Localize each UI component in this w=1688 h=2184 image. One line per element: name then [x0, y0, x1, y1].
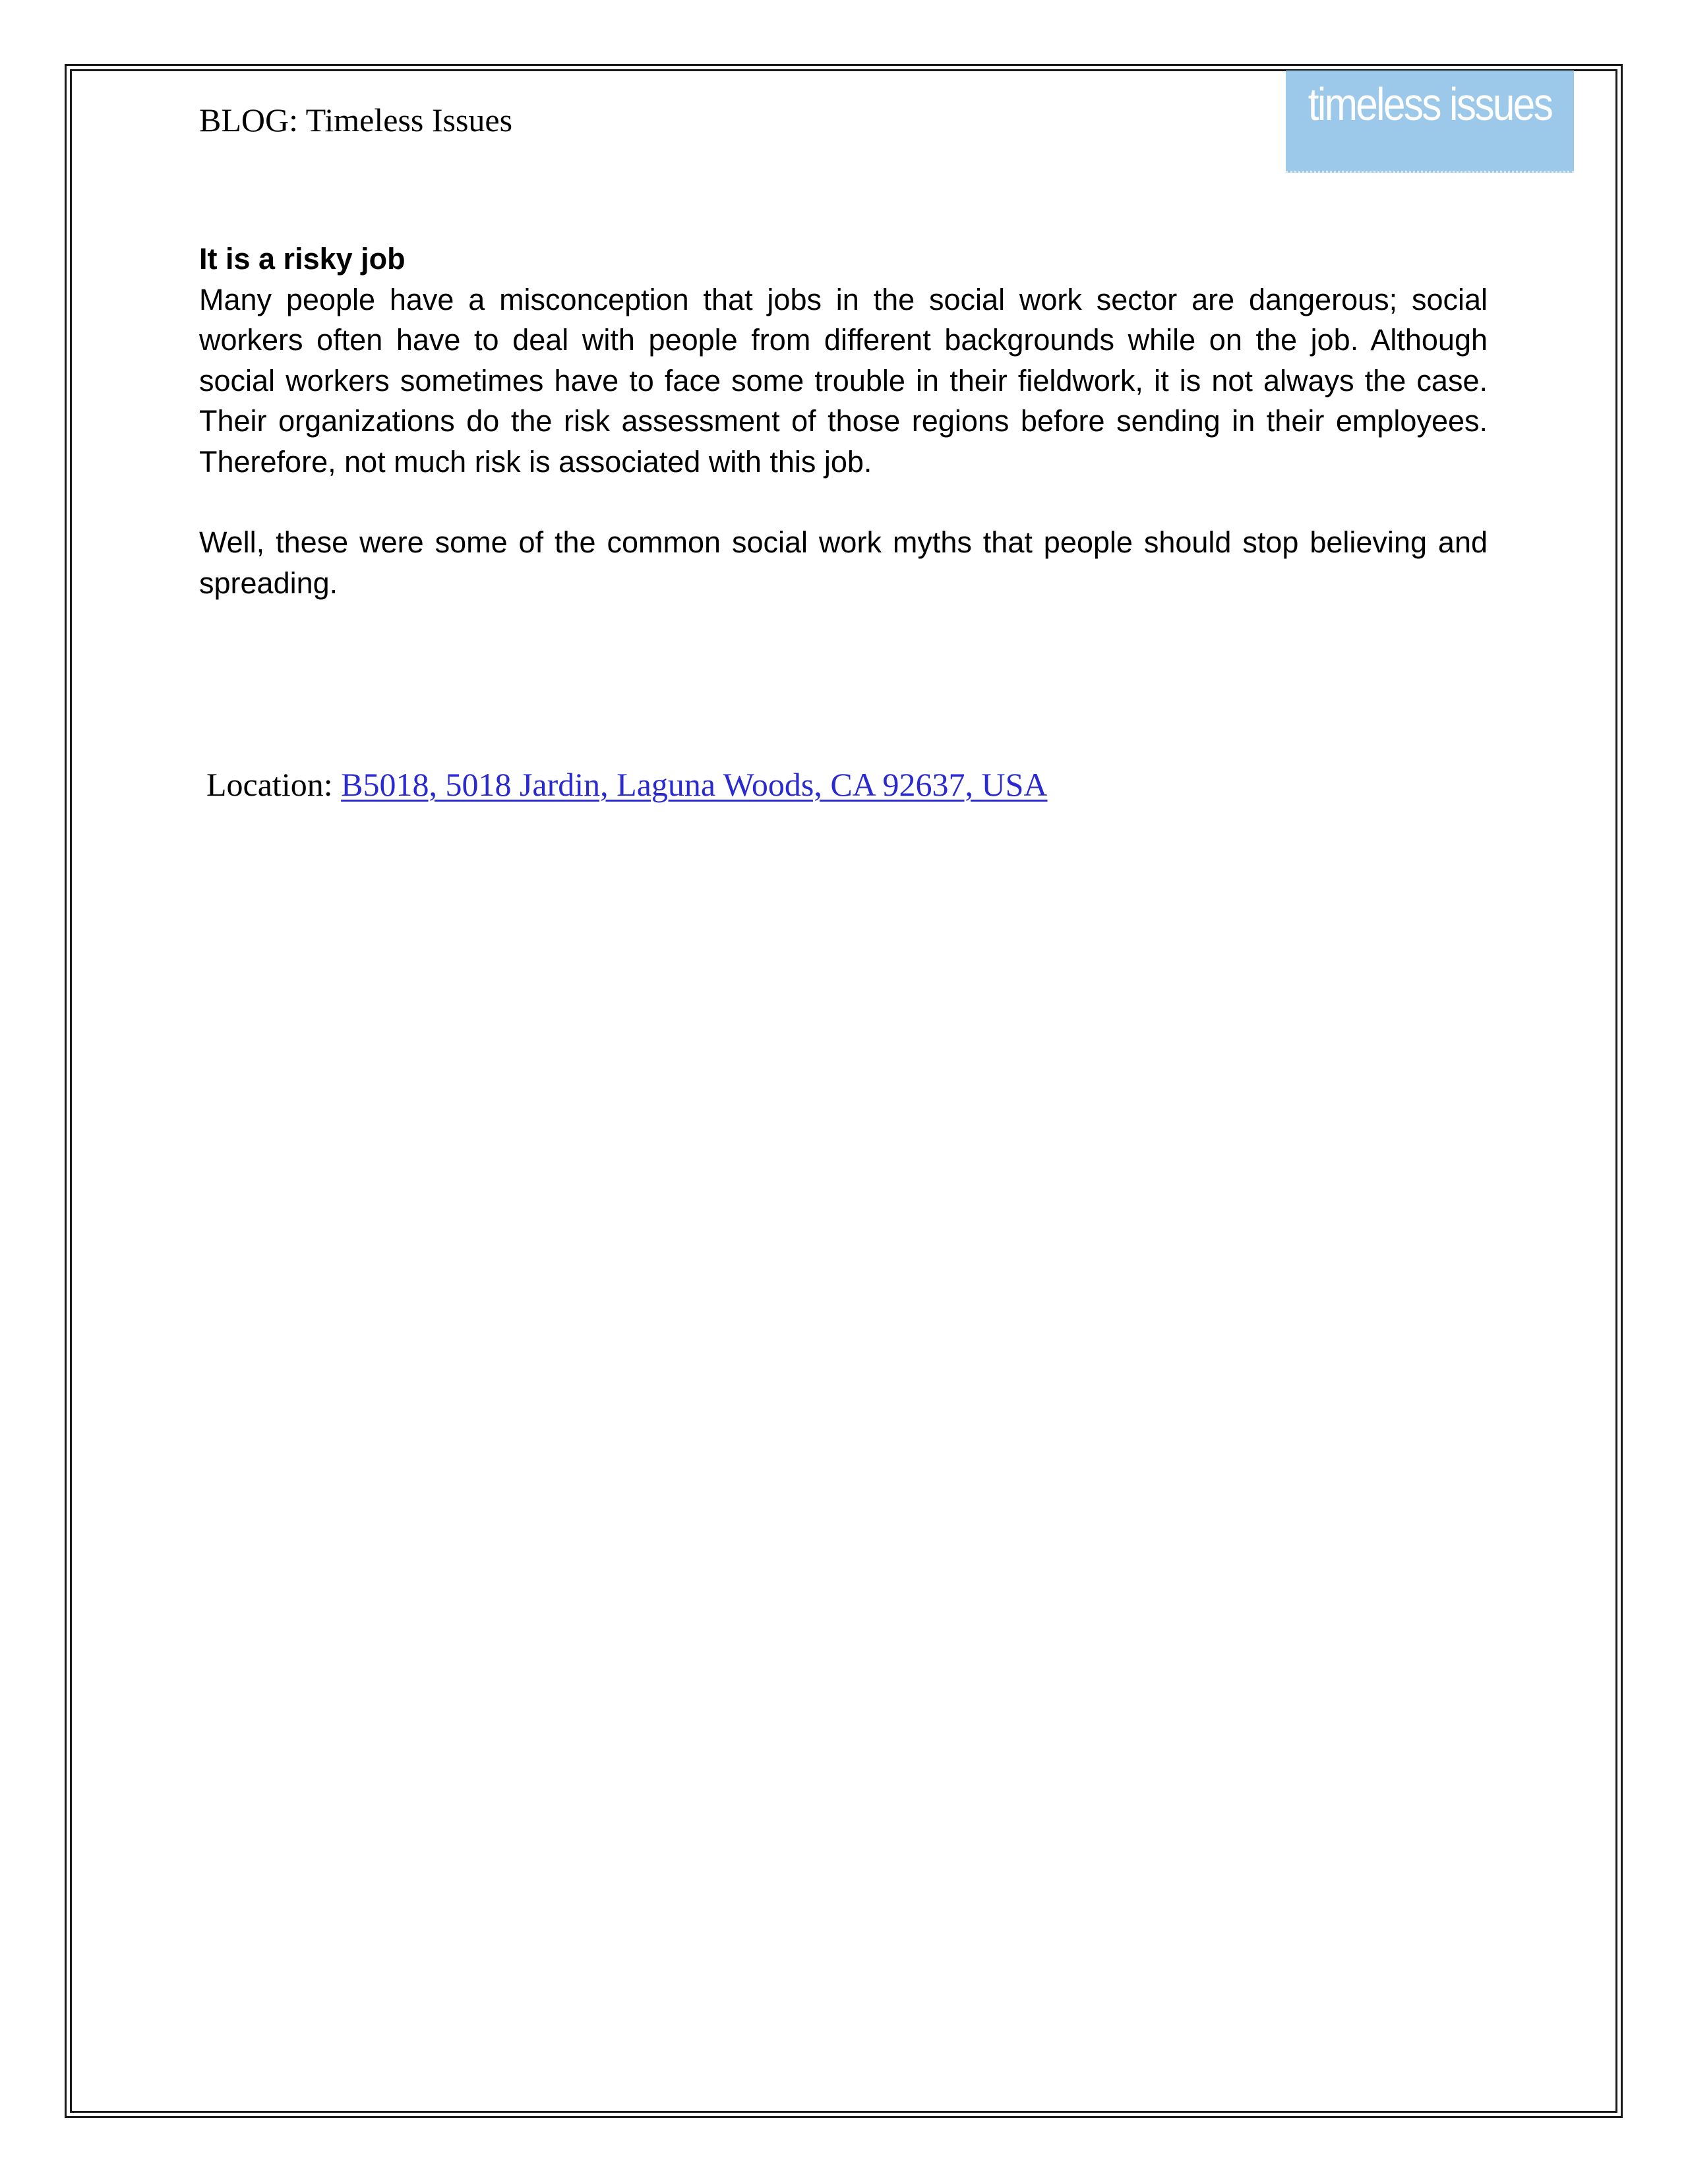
- section-heading: It is a risky job: [199, 242, 406, 276]
- closing-paragraph: Well, these were some of the common social work myths that people should stop believing and spreading.: [199, 525, 1488, 600]
- location-label: Location:: [206, 766, 342, 803]
- location-address-link[interactable]: B5018, 5018 Jardin, Laguna Woods, CA 92637, USA: [341, 766, 1048, 803]
- blog-title: BLOG: Timeless Issues: [199, 102, 513, 138]
- location-line: [206, 763, 1048, 806]
- section-paragraph: Many people have a misconception that jobs in the social work sector are dangerous; social workers often have to deal with people from different backgrounds while on the job. Although social workers sometimes have to face some trouble in their fieldwork, it is not always the case. Their organizations do the risk assessment of those regions before sending in their employees. Therefore, not much risk is associated with this job.: [199, 282, 1488, 479]
- logo-text: timeless issues: [1308, 78, 1552, 130]
- timeless-issues-logo: [1286, 71, 1574, 173]
- article-content: [199, 239, 1488, 603]
